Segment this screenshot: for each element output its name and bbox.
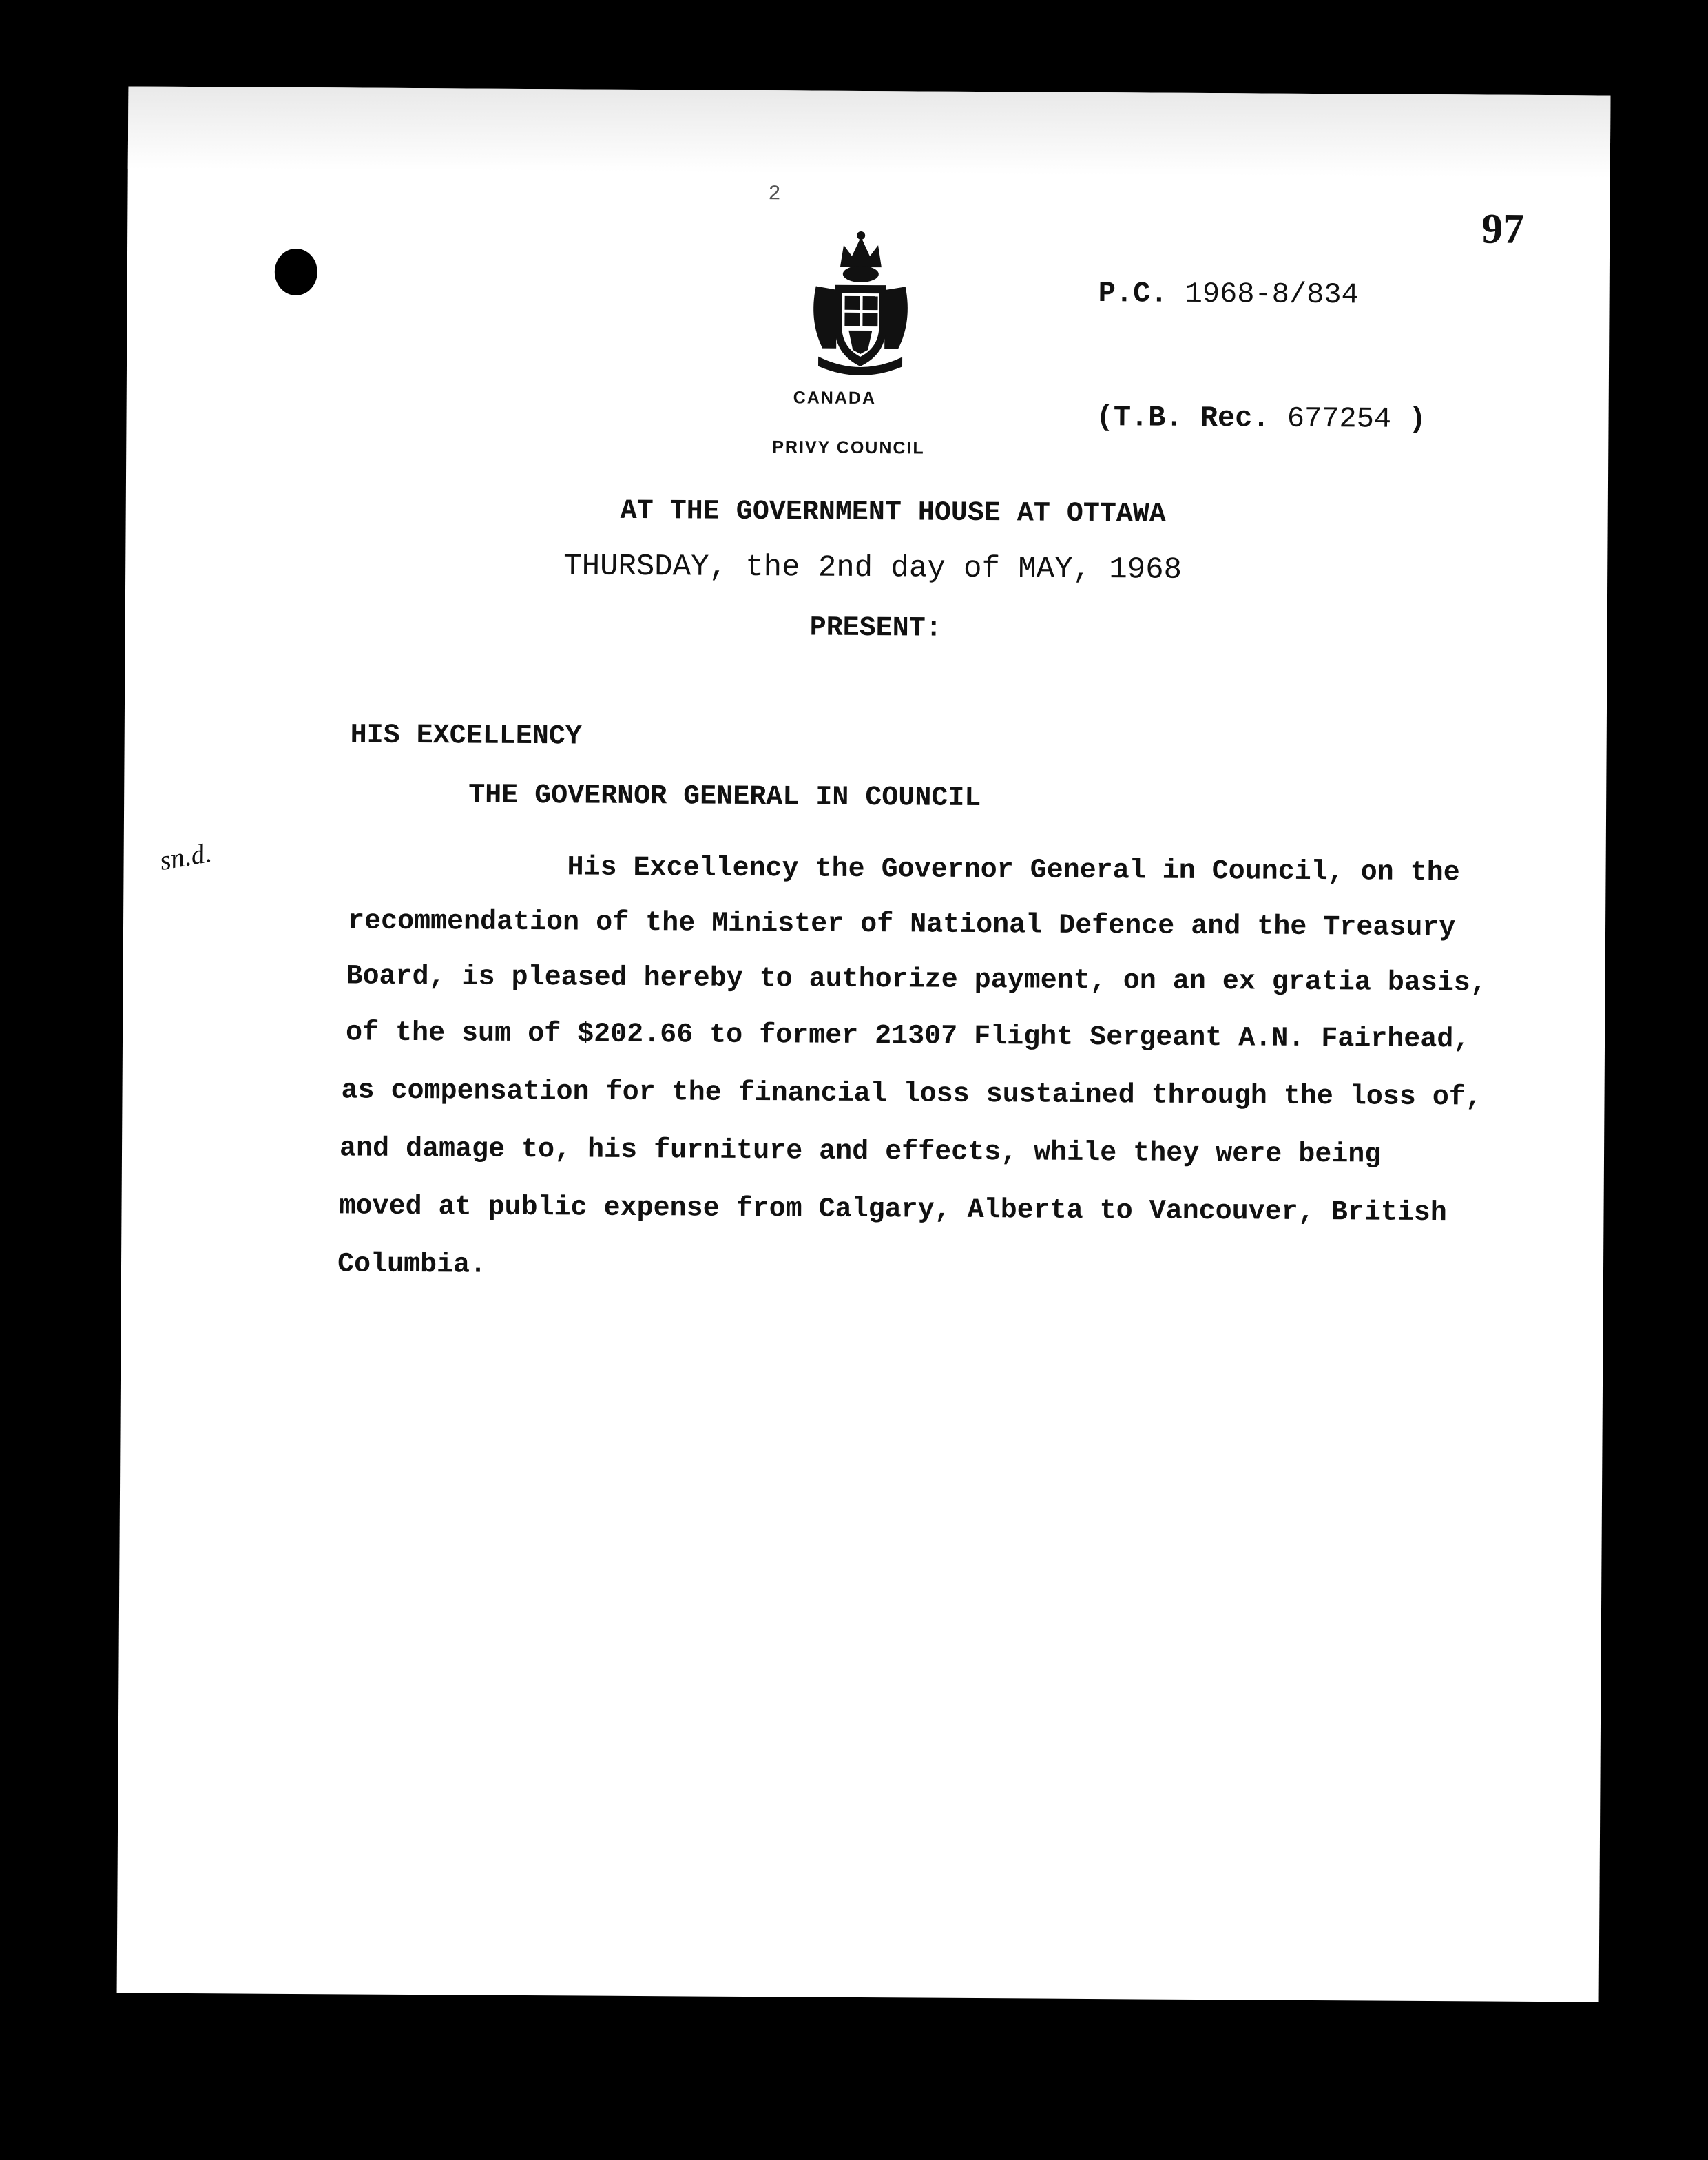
department-label: PRIVY COUNCIL — [772, 437, 925, 458]
body-line: Columbia. — [337, 1249, 487, 1281]
pc-prefix: P.C. — [1098, 277, 1168, 311]
pc-number: 1968-8/834 — [1185, 277, 1359, 312]
hole-punch-mark — [275, 249, 317, 295]
top-shadow-band — [128, 86, 1611, 178]
tb-number: 677254 — [1287, 402, 1392, 436]
body-line: as compensation for the financial loss sustained through the loss of, — [341, 1075, 1482, 1114]
tb-prefix: (T.B. Rec. — [1096, 401, 1270, 435]
coat-of-arms-icon — [809, 231, 913, 383]
body-line: recommendation of the Minister of National Defence and the Treasury — [347, 906, 1456, 944]
tb-close: ) — [1408, 402, 1426, 436]
body-line: Board, is pleased hereby to authorize payment, on an ex gratia basis, — [346, 961, 1487, 999]
page-number: 97 — [1481, 205, 1525, 253]
body-line: and damage to, his furniture and effects, while they were being — [339, 1133, 1382, 1171]
place-line: AT THE GOVERNMENT HOUSE AT OTTAWA — [620, 495, 1166, 530]
body-line: of the sum of $202.66 to former 21307 Flight Sergeant A.N. Fairhead, — [345, 1017, 1470, 1056]
handwritten-top-mark: 2 — [768, 183, 781, 207]
date-line: THURSDAY, the 2nd day of MAY, 1968 — [563, 549, 1183, 588]
body-line: His Excellency the Governor General in Council, on the — [567, 852, 1460, 889]
present-label: PRESENT: — [809, 612, 942, 645]
his-excellency-heading: HIS EXCELLENCY — [350, 720, 582, 753]
document-sheet — [117, 86, 1611, 2002]
margin-initials: sn.d. — [157, 836, 214, 876]
country-label: CANADA — [793, 388, 877, 408]
tb-rec-row — [1096, 401, 1426, 436]
pc-number-row — [1098, 277, 1359, 311]
governor-in-council-heading: THE GOVERNOR GENERAL IN COUNCIL — [468, 780, 981, 815]
body-line: moved at public expense from Calgary, Alberta to Vancouver, British — [339, 1191, 1447, 1229]
